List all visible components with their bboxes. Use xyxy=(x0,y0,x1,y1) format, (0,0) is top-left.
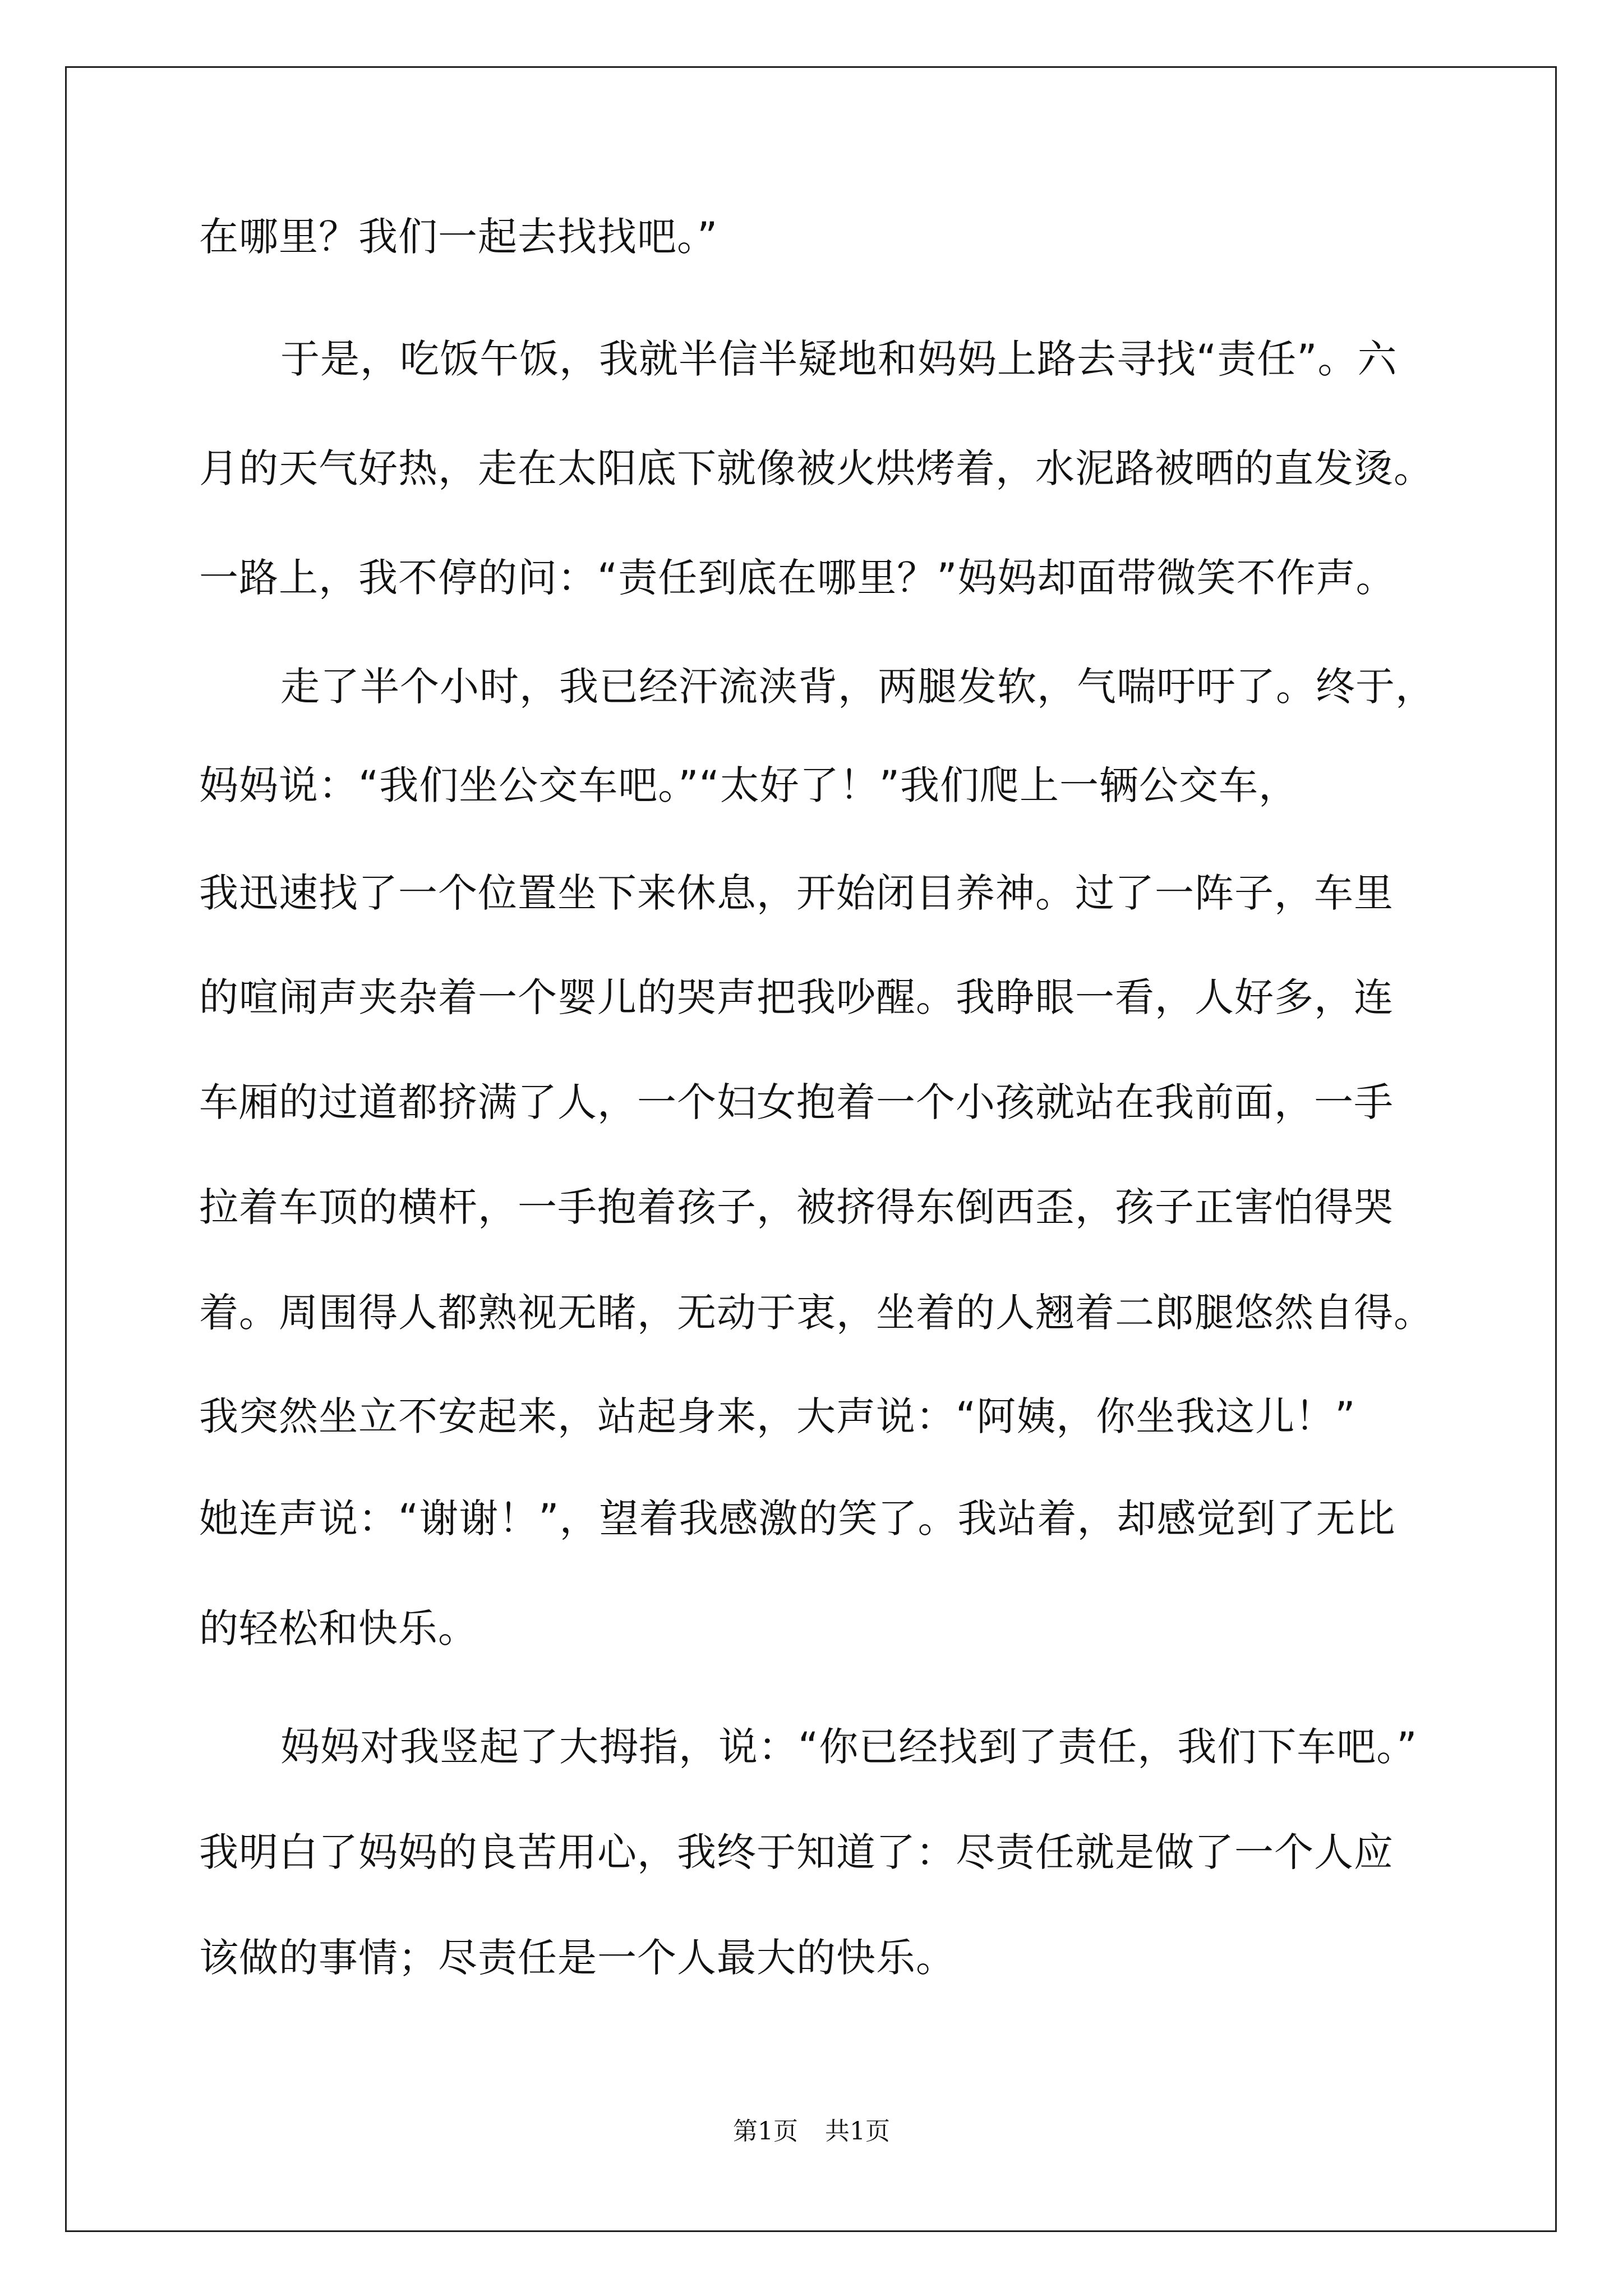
text-line-17: 该做的事情；尽责任是一个人最大的快乐。 xyxy=(199,1935,956,1981)
text-line-8: 的喧闹声夹杂着一个婴儿的哭声把我吵醒。我睁眼一看，人好多，连 xyxy=(199,974,1394,1020)
page-number: 第1页 xyxy=(733,2117,798,2146)
page-footer xyxy=(0,2116,1623,2147)
text-line-4: 一路上，我不停的问：“责任到底在哪里？”妈妈却面带微笑不作声。 xyxy=(199,555,1396,601)
text-line-3: 月的天气好热，走在太阳底下就像被火烘烤着，水泥路被晒的直发烫。 xyxy=(199,445,1433,491)
text-line-12: 我突然坐立不安起来，站起身来，大声说：“阿姨，你坐我这儿！” xyxy=(199,1393,1356,1439)
page-total: 共1页 xyxy=(825,2117,890,2146)
text-line-6: 妈妈说：“我们坐公交车吧。”“太好了！”我们爬上一辆公交车， xyxy=(199,762,1299,808)
text-line-9: 车厢的过道都挤满了人，一个妇女抱着一个小孩就站在我前面，一手 xyxy=(199,1079,1394,1125)
text-line-14: 的轻松和快乐。 xyxy=(199,1605,478,1651)
text-line-16: 我明白了妈妈的良苦用心，我终于知道了：尽责任就是做了一个人应 xyxy=(199,1829,1394,1875)
text-line-1: 在哪里？我们一起去找找吧。” xyxy=(199,214,718,260)
text-line-15: 妈妈对我竖起了大拇指，说：“你已经找到了责任，我们下车吧。” xyxy=(280,1724,1418,1770)
text-line-13: 她连声说：“谢谢！”，望着我感激的笑了。我站着，却感觉到了无比 xyxy=(199,1496,1396,1542)
text-line-7: 我迅速找了一个位置坐下来休息，开始闭目养神。过了一阵子，车里 xyxy=(199,870,1394,916)
text-line-2: 于是，吃饭午饭，我就半信半疑地和妈妈上路去寻找“责任”。六 xyxy=(280,336,1398,382)
text-line-11: 着。周围得人都熟视无睹，无动于衷，坐着的人翘着二郎腿悠然自得。 xyxy=(199,1290,1433,1336)
page-border xyxy=(65,66,1557,2232)
text-line-10: 拉着车顶的横杆，一手抱着孩子，被挤得东倒西歪，孩子正害怕得哭 xyxy=(199,1184,1394,1230)
text-line-5: 走了半个小时，我已经汗流浃背，两腿发软，气喘吁吁了。终于， xyxy=(280,664,1435,710)
